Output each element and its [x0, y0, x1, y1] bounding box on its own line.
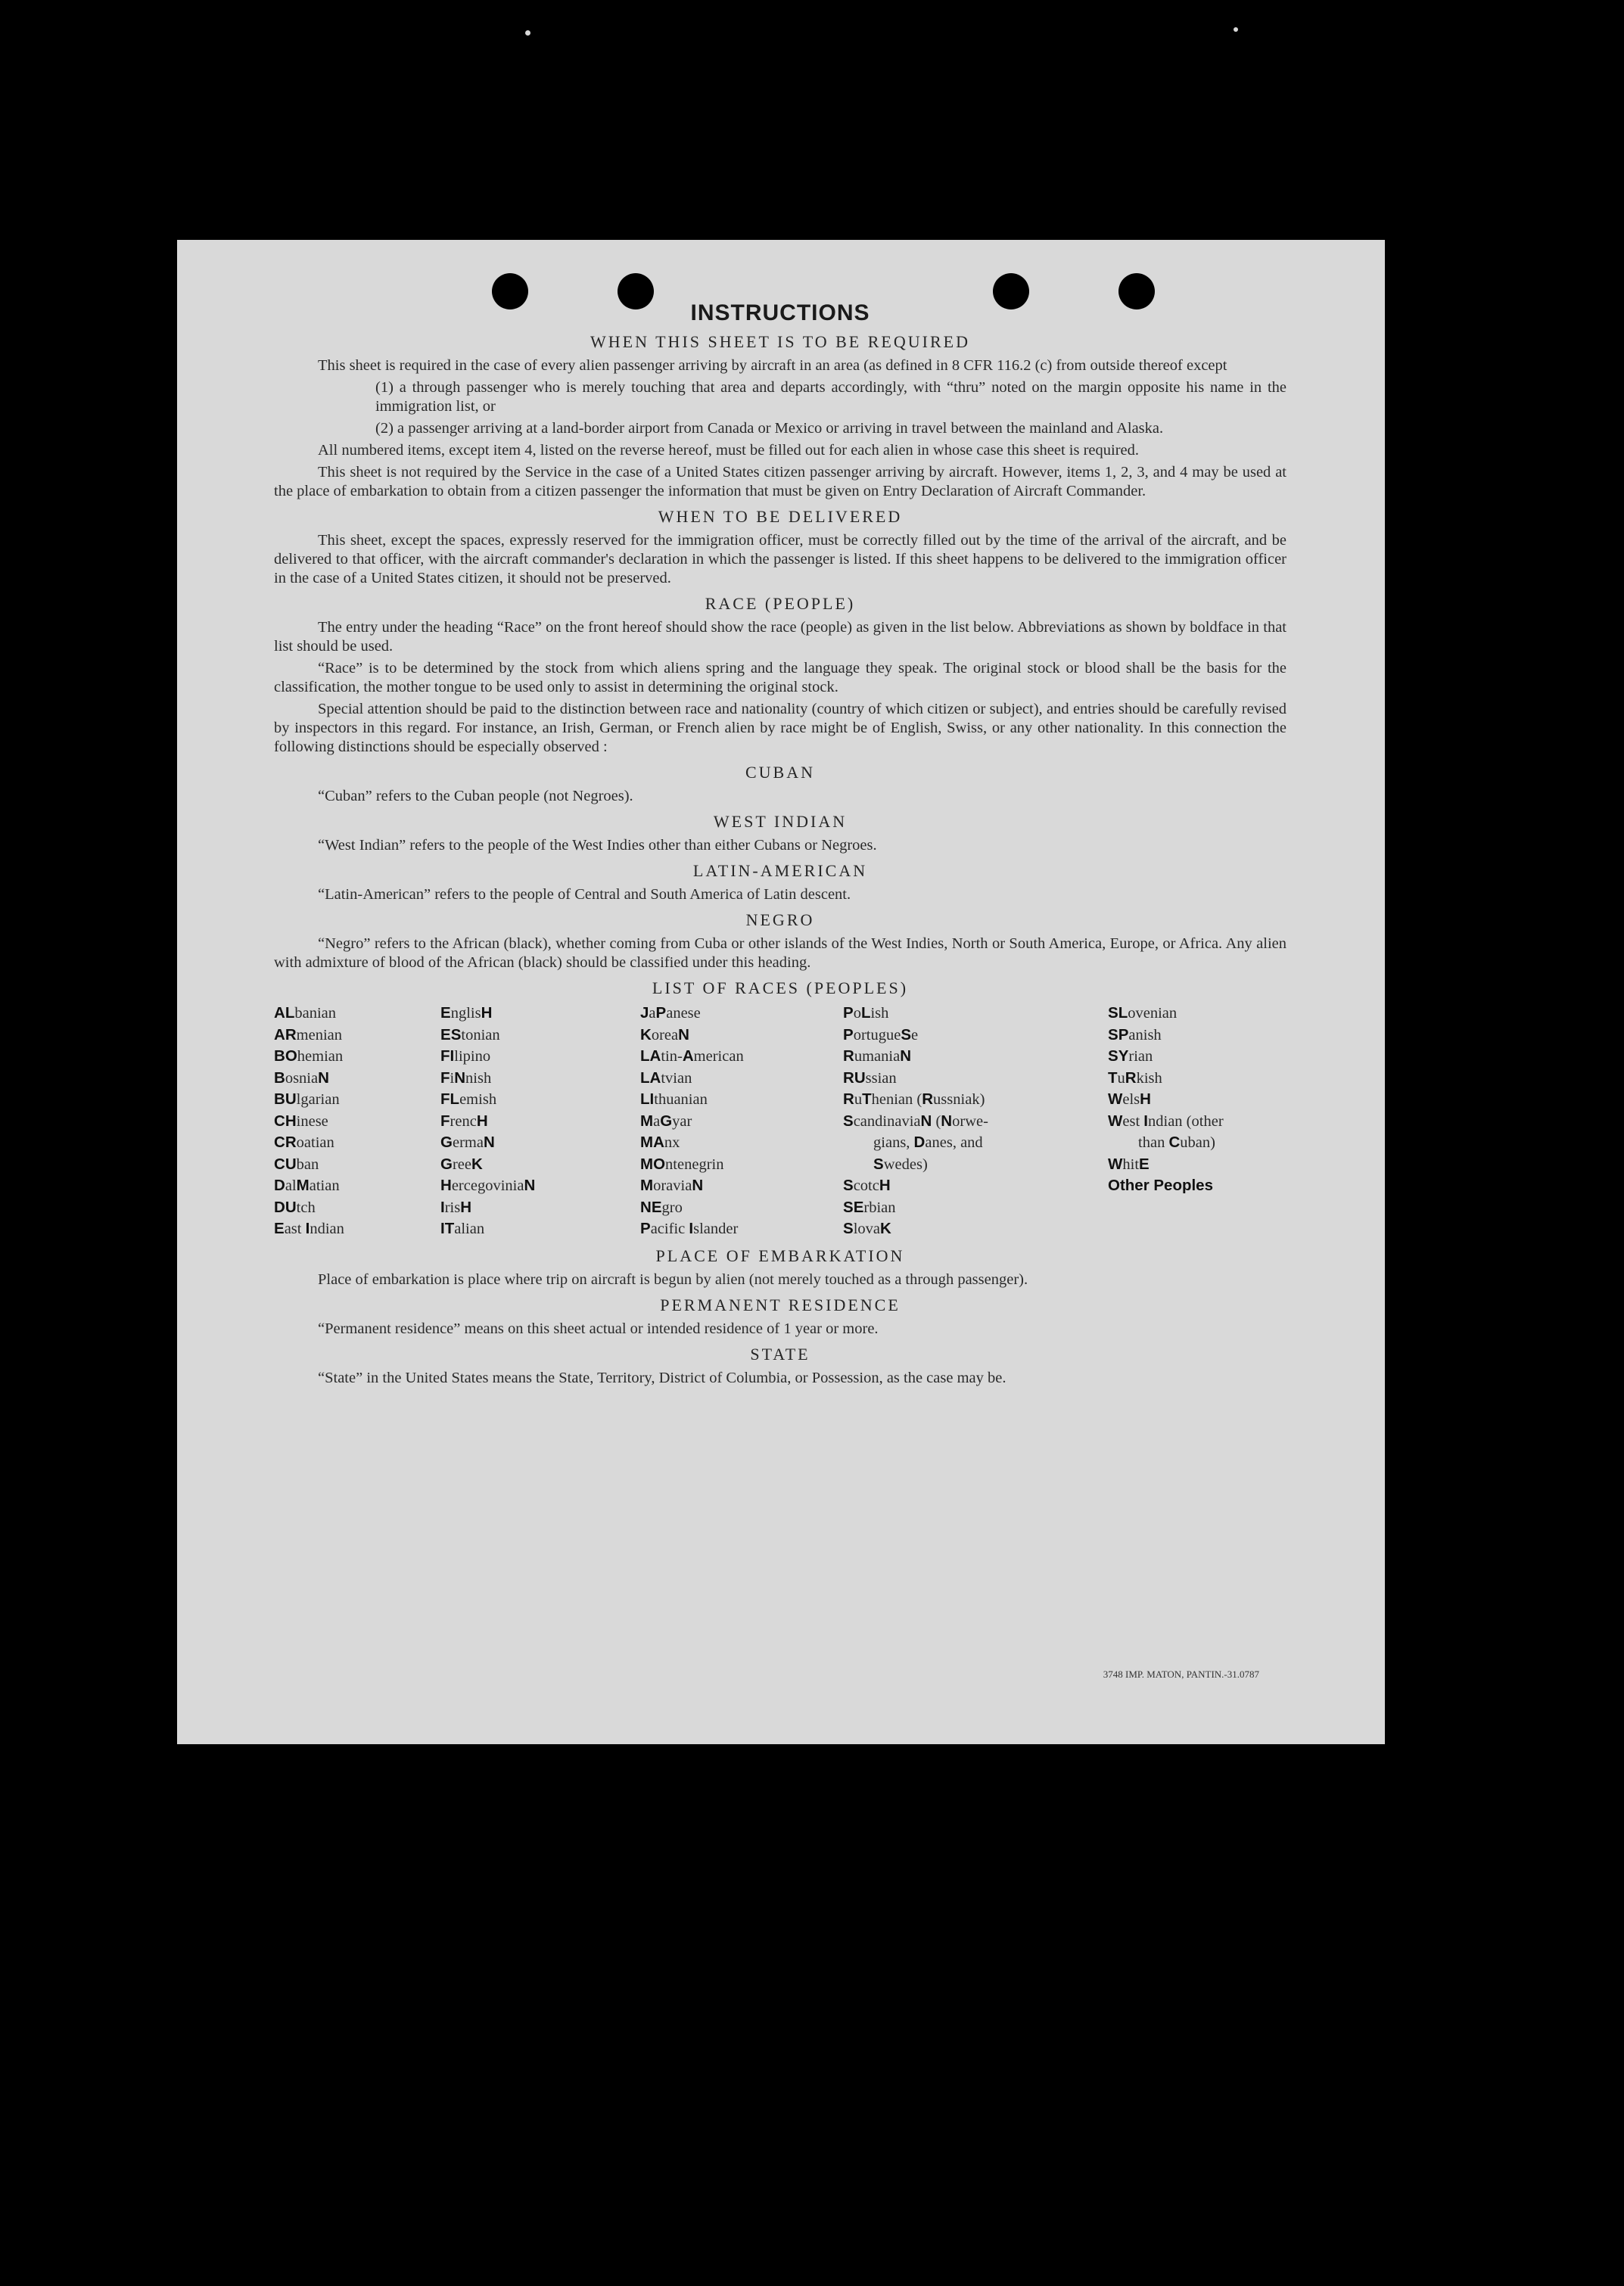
- race-entry: NEgro: [640, 1198, 683, 1216]
- race-entry: SYrian: [1108, 1047, 1153, 1065]
- race-entry: MOntenegrin: [640, 1155, 724, 1173]
- race-entry: SErbian: [843, 1198, 896, 1216]
- paragraph: “Race” is to be determined by the stock from which aliens spring and the language they speak. The original stock or blood shall be the basis for the classification, the mother tongue to be used only to assist in determining the original stock.: [274, 660, 1286, 695]
- race-entry: LAtin-American: [640, 1047, 744, 1065]
- race-entry: LIthuanian: [640, 1090, 708, 1108]
- race-entry: SLovenian: [1108, 1004, 1178, 1022]
- race-entry: KoreaN: [640, 1025, 689, 1043]
- race-entry: CRoatian: [274, 1134, 334, 1151]
- heading-when-delivered: WHEN TO BE DELIVERED: [658, 507, 903, 526]
- races-column: [274, 1003, 440, 1240]
- race-entry: PoLish: [843, 1004, 889, 1022]
- paragraph: “Cuban” refers to the Cuban people (not Negroes).: [318, 788, 633, 804]
- race-entry: TuRkish: [1108, 1068, 1162, 1087]
- race-entry: EStonian: [440, 1025, 500, 1043]
- race-entry: HercegoviniaN: [440, 1177, 536, 1194]
- dust-speck: [1234, 27, 1238, 32]
- paragraph: “Negro” refers to the African (black), whether coming from Cuba or other islands of the West Indies, North or South America, Europe, or Africa. Any alien with admixture of blood of the African (black) should be classified under this heading.: [274, 935, 1286, 971]
- races-column: [440, 1003, 640, 1240]
- race-entry: GermaN: [440, 1134, 495, 1151]
- paragraph: This sheet is required in the case of every alien passenger arriving by aircraft in an area (as defined in 8 CFR 116.2 (c) from outside thereof except: [318, 357, 1227, 374]
- race-entry: ARmenian: [274, 1025, 342, 1043]
- heading-cuban: CUBAN: [745, 763, 815, 782]
- race-entry: East Indian: [274, 1220, 344, 1237]
- heading-state: STATE: [750, 1344, 810, 1364]
- race-entry: than Cuban): [1138, 1134, 1215, 1151]
- race-entry: SlovaK: [843, 1220, 891, 1237]
- paragraph: “West Indian” refers to the people of the West Indies other than either Cubans or Negroes.: [318, 837, 877, 854]
- race-entry: BosniaN: [274, 1068, 329, 1087]
- heading-west-indian: WEST INDIAN: [713, 812, 848, 831]
- race-entry: FrencH: [440, 1112, 488, 1130]
- race-entry: ScandinaviaN (Norwe-: [843, 1112, 988, 1130]
- dust-speck: [525, 30, 530, 36]
- race-entry: RuThenian (Russniak): [843, 1090, 985, 1108]
- paragraph: Special attention should be paid to the distinction between race and nationality (country of which citizen or subject), and entries should be carefully revised by inspectors in this regard. For instance, an Irish, German, or French alien by race might be of English, Swiss, or any other nationality. In this connection the following distinctions should be especially observed :: [274, 701, 1286, 755]
- races-column: [1108, 1003, 1286, 1240]
- race-entry: WelsH: [1108, 1090, 1151, 1108]
- race-entry: RUssian: [843, 1068, 897, 1087]
- race-entry: ScotcH: [843, 1177, 891, 1194]
- heading-latin-american: LATIN-AMERICAN: [692, 861, 868, 880]
- heading-residence: PERMANENT RESIDENCE: [660, 1295, 901, 1314]
- race-entry: EnglisH: [440, 1004, 493, 1022]
- race-entry: BUlgarian: [274, 1090, 340, 1108]
- race-entry: CHinese: [274, 1112, 328, 1130]
- race-entry: FLemish: [440, 1090, 497, 1108]
- heading-list-of-races: LIST OF RACES (PEOPLES): [652, 978, 909, 997]
- paragraph: “Latin-American” refers to the people of Central and South America of Latin descent.: [318, 886, 851, 903]
- heading-race: RACE (PEOPLE): [705, 594, 856, 613]
- race-entry: WhitE: [1108, 1155, 1150, 1173]
- heading-negro: NEGRO: [745, 910, 815, 929]
- paragraph: “Permanent residence” means on this sheet actual or intended residence of 1 year or more.: [318, 1320, 879, 1337]
- print-code: 3748 IMP. MATON, PANTIN.-31.0787: [1103, 1669, 1259, 1680]
- exception-item-2: (2) a passenger arriving at a land-border airport from Canada or Mexico or arriving in travel between the mainland and Alaska.: [375, 420, 1164, 437]
- race-entry: Swedes): [873, 1155, 928, 1173]
- race-entry: FiNnish: [440, 1068, 492, 1087]
- race-entry: DalMatian: [274, 1177, 340, 1194]
- race-entry: Pacific Islander: [640, 1220, 739, 1237]
- race-entry: ITalian: [440, 1220, 485, 1237]
- race-entry: gians, Danes, and: [873, 1134, 983, 1151]
- exception-item-1: (1) a through passenger who is merely touching that area and departs accordingly, with “thru” noted on the margin opposite his name in the immigration list, or: [375, 379, 1286, 415]
- race-entry: MoraviaN: [640, 1177, 704, 1194]
- paragraph: All numbered items, except item 4, listed on the reverse hereof, must be filled out for each alien in whose case this sheet is required.: [318, 442, 1140, 459]
- race-entry: PortugueSe: [843, 1025, 919, 1043]
- race-entry: West Indian (other: [1108, 1112, 1224, 1130]
- races-column: [640, 1003, 843, 1240]
- instruction-sheet: [177, 240, 1385, 1744]
- heading-embarkation: PLACE OF EMBARKATION: [655, 1246, 905, 1265]
- race-entry: BOhemian: [274, 1047, 344, 1065]
- race-entry: LAtvian: [640, 1068, 692, 1087]
- race-entry: IrisH: [440, 1198, 472, 1216]
- paragraph: This sheet, except the spaces, expressly reserved for the immigration officer, must be correctly filled out by the time of the arrival of the aircraft, and be delivered to that officer, with the aircraft commander's declaration in which the passenger is listed. If this sheet happens to be delivered to the immigration officer in the case of a United States citizen, it should not be preserved.: [274, 532, 1286, 586]
- race-entry: RumaniaN: [843, 1047, 911, 1065]
- race-entry: MAnx: [640, 1134, 680, 1151]
- races-column: [843, 1003, 1108, 1240]
- race-entry: ALbanian: [274, 1004, 337, 1022]
- paragraph: This sheet is not required by the Service in the case of a United States citizen passenger arriving by aircraft. However, items 1, 2, 3, and 4 may be used at the place of embarkation to obtain from a citizen passenger the information that must be given on Entry Declaration of Aircraft Commander.: [274, 464, 1286, 499]
- paragraph: The entry under the heading “Race” on the front hereof should show the race (people) as given in the list below. Abbreviations as shown by boldface in that list should be used.: [274, 619, 1286, 655]
- race-entry: Other Peoples: [1108, 1177, 1213, 1194]
- race-entry: GreeK: [440, 1155, 483, 1173]
- race-entry: SPanish: [1108, 1025, 1162, 1043]
- race-entry: MaGyar: [640, 1112, 692, 1130]
- race-entry: JaPanese: [640, 1004, 701, 1022]
- races-list: [274, 1003, 1286, 1240]
- race-entry: FIlipino: [440, 1047, 491, 1065]
- race-entry: DUtch: [274, 1198, 316, 1216]
- race-entry: CUban: [274, 1155, 319, 1173]
- document-body: [274, 293, 1286, 1391]
- paragraph: Place of embarkation is place where trip on aircraft is begun by alien (not merely touched as a through passenger).: [318, 1271, 1028, 1288]
- paragraph: “State” in the United States means the State, Territory, District of Columbia, or Possession, as the case may be.: [318, 1369, 1006, 1386]
- heading-when-required: WHEN THIS SHEET IS TO BE REQUIRED: [590, 332, 970, 351]
- page-title: INSTRUCTIONS: [690, 300, 870, 325]
